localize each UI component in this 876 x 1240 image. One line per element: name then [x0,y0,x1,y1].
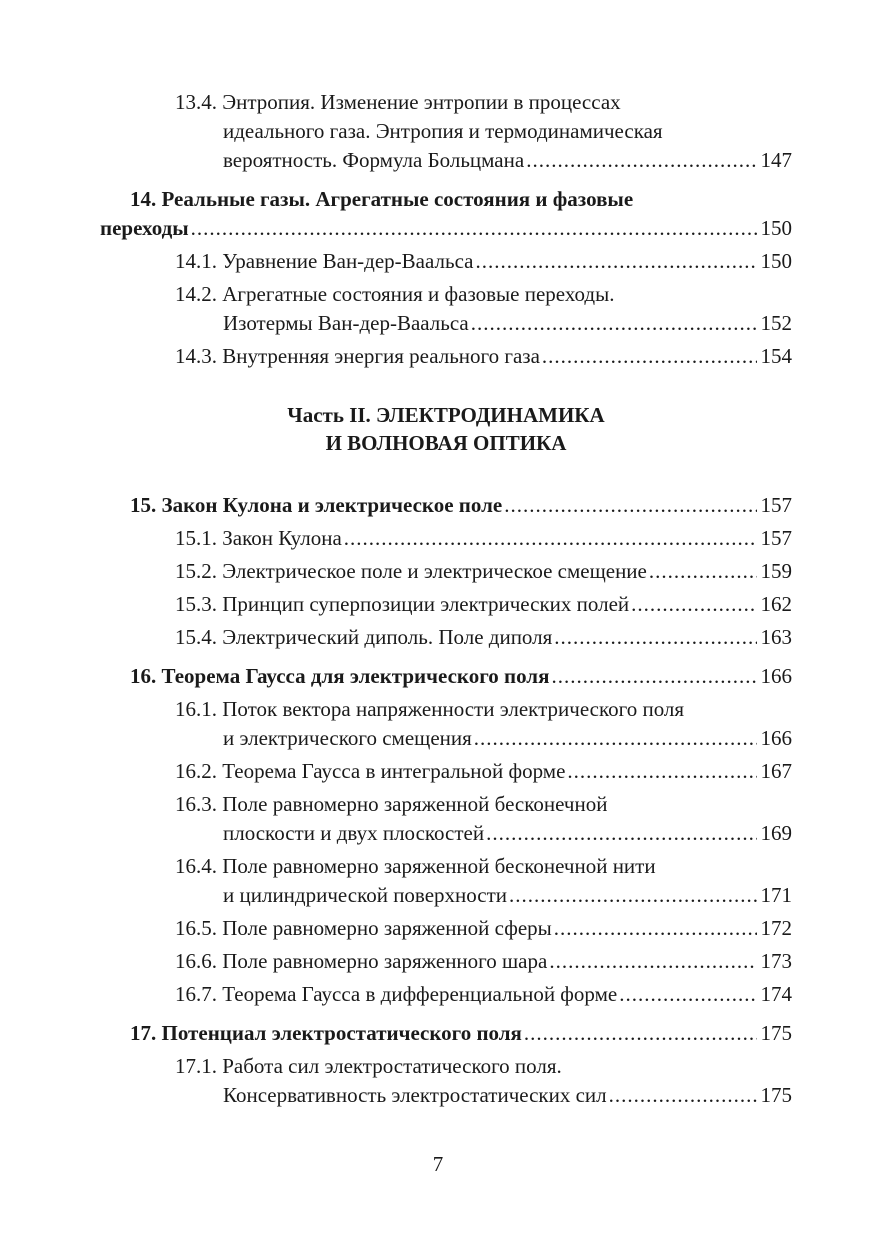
dot-leader [471,309,757,338]
toc-entry-title-line: 13.4. Энтропия. Изменение энтропии в процессах [175,90,621,114]
toc-entry-title-line: 16.1. Поток вектора напряженности электрического поля [175,697,685,721]
toc-page-number: 162 [760,592,792,616]
toc-entry-leader-row [175,757,792,786]
toc-entry-title-line: 16.7. Теорема Гаусса в дифференциальной форме [175,982,618,1006]
dot-leader [554,623,756,652]
toc-page-number: 167 [760,759,792,783]
toc-page-number: 147 [760,148,792,172]
part-heading-line-1: Часть II. ЭЛЕКТРОДИНАМИКА [287,403,605,427]
dot-leader [542,342,757,371]
dot-leader [504,491,756,520]
toc-section-entry [100,342,792,371]
toc-entry-leader-row [100,214,792,243]
toc-section-entry [100,914,792,943]
toc-page-number: 171 [760,883,792,907]
toc-entry-leader-row [175,146,792,175]
toc-page-number: 166 [760,726,792,750]
toc-entry-title-line: плоскости и двух плоскостей [223,821,485,845]
toc-entry-leader-row [175,881,792,910]
toc-entry-title-line: 17. Потенциал электростатического поля [130,1021,522,1045]
toc-entry-title-line: 16. Теорема Гаусса для электрического поля [130,664,550,688]
toc-section-entry [100,980,792,1009]
dot-leader [475,247,756,276]
toc-page-number: 157 [760,526,792,550]
toc-page-number: 169 [760,821,792,845]
toc-chapter-entry [100,1019,792,1048]
dot-leader [509,881,756,910]
toc-entry-leader-row [130,662,792,691]
toc-entry-leader-row [175,914,792,943]
dot-leader [344,524,757,553]
toc-page-number: 150 [760,249,792,273]
toc-entry-leader-row [130,1019,792,1048]
toc-section-entry [100,280,792,338]
toc-section-entry [100,557,792,586]
toc-entry-leader-row [175,309,792,338]
toc-page-number: 154 [760,344,792,368]
toc-entry-title-line: 15.4. Электрический диполь. Поле диполя [175,625,553,649]
toc-entry-title-line: 14.3. Внутренняя энергия реального газа [175,344,540,368]
toc-entry-title-line: и электрического смещения [223,726,472,750]
dot-leader [619,980,756,1009]
dot-leader [524,1019,757,1048]
toc-section-entry [100,947,792,976]
toc-entry-leader-row [175,590,792,619]
dot-leader [191,214,757,243]
toc-entry-leader-row [175,557,792,586]
toc-entry-title-line: 15.2. Электрическое поле и электрическое смещение [175,559,647,583]
toc-page-number: 173 [760,949,792,973]
toc-section-entry [100,1052,792,1110]
toc-entry-leader-row [175,980,792,1009]
dot-leader [649,557,757,586]
toc-entry-title-line: 15.1. Закон Кулона [175,526,342,550]
dot-leader [526,146,756,175]
toc-entry-title-line: 16.2. Теорема Гаусса в интегральной форме [175,759,566,783]
toc-entry-title-line: Консервативность электростатических сил [223,1083,607,1107]
toc-entry-title-line: Изотермы Ван-дер-Ваальса [223,311,469,335]
toc-entry-title-line: и цилиндрической поверхности [223,883,508,907]
toc-section-entry [100,590,792,619]
dot-leader [554,914,757,943]
toc-page-number: 172 [760,916,792,940]
toc-group-before [100,88,792,371]
dot-leader [549,947,756,976]
dot-leader [474,724,757,753]
toc-entry-title-line: 14.2. Агрегатные состояния и фазовые переходы. [175,282,615,306]
toc-section-entry [100,247,792,276]
toc-group-after [100,491,792,1110]
toc-page-number: 157 [760,493,792,517]
toc-section-entry [100,88,792,175]
toc-section-entry [100,695,792,753]
toc-entry-leader-row [175,524,792,553]
toc-page-number: 163 [760,625,792,649]
toc-entry-title-line: 16.3. Поле равномерно заряженной бесконечной [175,792,608,816]
dot-leader [567,757,756,786]
toc-entry-leader-row [175,1081,792,1110]
toc-entry-title-line: 14. Реальные газы. Агрегатные состояния и фазовые [130,187,634,211]
toc-page-number: 174 [760,982,792,1006]
toc-entry-leader-row [175,623,792,652]
toc-section-entry [100,757,792,786]
dot-leader [486,819,756,848]
part-heading-line-2: И ВОЛНОВАЯ ОПТИКА [325,431,567,455]
toc-entry-title-line: 16.6. Поле равномерно заряженного шара [175,949,548,973]
toc-page-number: 150 [760,216,792,240]
toc-chapter-entry [100,185,792,243]
dot-leader [631,590,756,619]
toc-entry-title-line: переходы [100,216,189,240]
part-heading [100,401,792,457]
toc-section-entry [100,790,792,848]
toc-page-number: 175 [760,1021,792,1045]
toc-chapter-entry [100,491,792,520]
toc-page-number: 159 [760,559,792,583]
toc-entry-title-line: 14.1. Уравнение Ван-дер-Ваальса [175,249,474,273]
toc-entry-leader-row [175,819,792,848]
toc-entry-title-line: 15. Закон Кулона и электрическое поле [130,493,503,517]
table-of-contents [100,84,792,1110]
toc-entry-leader-row [175,247,792,276]
toc-page-number: 166 [760,664,792,688]
toc-entry-title-line: 17.1. Работа сил электростатического поля. [175,1054,562,1078]
toc-entry-title-line: 15.3. Принцип суперпозиции электрических полей [175,592,630,616]
dot-leader [551,662,756,691]
toc-entry-title-line: 16.5. Поле равномерно заряженной сферы [175,916,552,940]
toc-chapter-entry [100,662,792,691]
toc-entry-leader-row [175,724,792,753]
toc-section-entry [100,524,792,553]
toc-section-entry [100,852,792,910]
toc-entry-leader-row [175,947,792,976]
dot-leader [609,1081,757,1110]
toc-section-entry [100,623,792,652]
toc-entry-title-line: вероятность. Формула Больцмана [223,148,525,172]
toc-page-number: 175 [760,1083,792,1107]
toc-entry-title-line: идеального газа. Энтропия и термодинамическая [223,119,663,143]
toc-entry-leader-row [175,342,792,371]
toc-entry-title-line: 16.4. Поле равномерно заряженной бесконечной нити [175,854,656,878]
page-number: 7 [432,1152,444,1176]
toc-page-number: 152 [760,311,792,335]
toc-entry-leader-row [130,491,792,520]
